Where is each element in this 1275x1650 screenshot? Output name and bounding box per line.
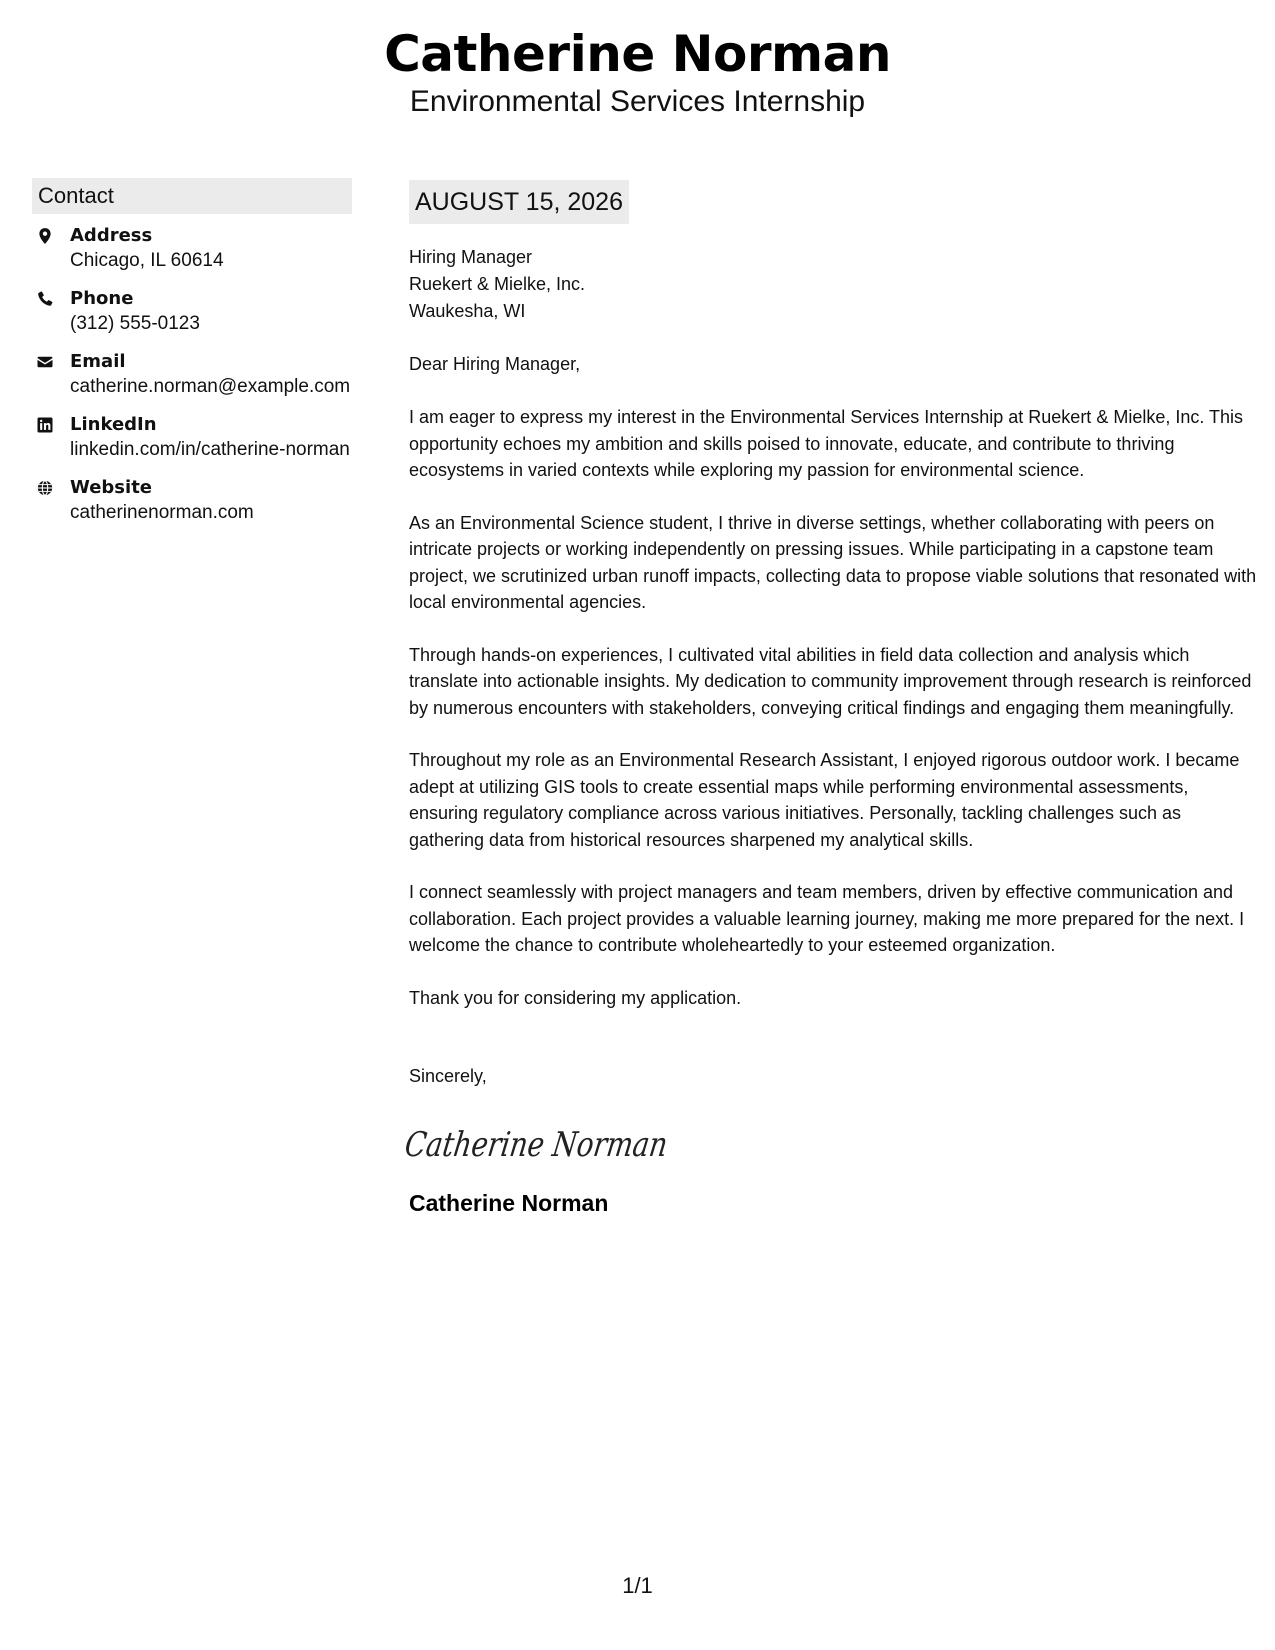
envelope-icon	[32, 350, 70, 374]
contact-section-title: Contact	[32, 178, 352, 214]
contact-label: Phone	[70, 288, 134, 309]
body-paragraph: Throughout my role as an Environmental Research Assistant, I enjoyed rigorous outdoor work. I became adept at utilizing GIS tools to create essential maps while performing environmental assessments, ensuring regulatory compliance across various initiatives. Personally, tackling challenges such as gathering data from historical resources sharpened my analytical skills.	[409, 750, 1240, 850]
contact-label: LinkedIn	[70, 414, 157, 435]
signer-name: Catherine Norman	[409, 1190, 609, 1216]
body-paragraph: As an Environmental Science student, I thrive in diverse settings, whether collaborating with peers on intricate projects or working independently on pressing issues. While participating in a capstone team project, we scrutinized urban runoff impacts, collecting data to propose viable solutions that resonated with local environmental agencies.	[409, 512, 1257, 612]
recipient-block	[409, 244, 1259, 325]
body-paragraph: I am eager to express my interest in the Environmental Services Internship at Ruekert & Mielke, Inc. This opportunity echoes my ambition and skills poised to innovate, educate, and contribute to thriving ecosystems in varied contexts while exploring my passion for environmental science.	[409, 407, 1244, 480]
contact-item-website	[32, 476, 352, 525]
letter-date: AUGUST 15, 2026	[409, 180, 629, 224]
recipient-line: Ruekert & Mielke, Inc.	[409, 274, 586, 294]
globe-icon	[32, 476, 70, 500]
contact-value: (312) 555-0123	[70, 313, 200, 334]
contact-item-email	[32, 350, 352, 399]
job-title: Environmental Services Internship	[409, 85, 866, 118]
phone-icon	[32, 287, 70, 311]
contact-value: Chicago, IL 60614	[70, 250, 224, 271]
letter-body	[402, 180, 1259, 1218]
letter-header	[0, 24, 1275, 120]
contact-value: catherine.norman@example.com	[70, 376, 351, 397]
contact-item-address	[32, 224, 352, 273]
linkedin-icon	[32, 413, 70, 437]
contact-sidebar	[32, 178, 352, 539]
body-paragraph: Thank you for considering my application.	[409, 987, 742, 1008]
contact-label: Website	[70, 477, 153, 498]
body-paragraph: Through hands-on experiences, I cultivated vital abilities in field data collection and analysis which translate into actionable insights. My dedication to community improvement through research is reinforced by numerous encounters with stakeholders, conveying critical findings and engaging them meaningfully.	[409, 644, 1252, 718]
contact-label: Address	[70, 225, 153, 246]
recipient-line: Waukesha, WI	[409, 301, 526, 321]
map-pin-icon	[32, 224, 70, 248]
page-number: 1/1	[622, 1573, 653, 1598]
salutation: Dear Hiring Manager,	[409, 354, 581, 374]
contact-value: linkedin.com/in/catherine-norman	[70, 439, 350, 460]
closing: Sincerely,	[409, 1066, 487, 1086]
applicant-name: Catherine Norman	[384, 25, 891, 83]
contact-item-phone	[32, 287, 352, 336]
body-paragraph: I connect seamlessly with project managers and team members, driven by effective communication and collaboration. Each project provides a valuable learning journey, making me more prepared for the next. I welcome the chance to contribute wholeheartedly to your esteemed organization.	[409, 882, 1245, 955]
contact-value: catherinenorman.com	[70, 502, 254, 523]
svg-text:Catherine Norman: Catherine Norman	[402, 1125, 731, 1165]
contact-item-linkedin	[32, 413, 352, 462]
contact-list	[32, 224, 352, 525]
contact-label: Email	[70, 351, 126, 372]
handwritten-signature	[402, 1118, 731, 1170]
recipient-line: Hiring Manager	[409, 247, 533, 267]
